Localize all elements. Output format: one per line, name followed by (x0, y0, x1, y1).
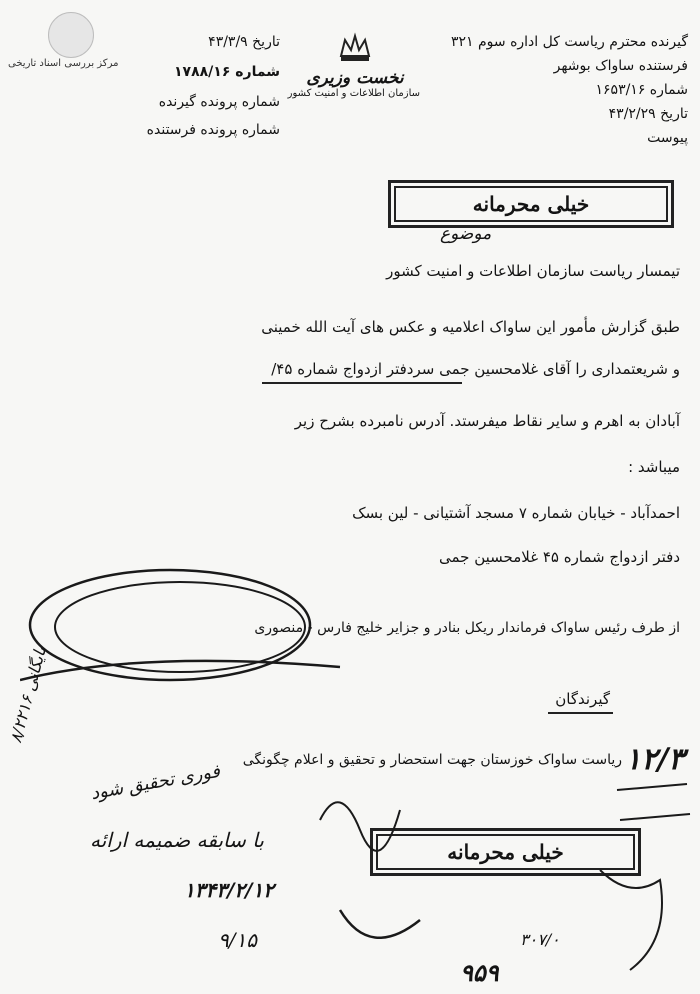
handwritten-strokes (300, 760, 690, 990)
body-line-2: و شریعتمداری را آقای غلامحسین جمی سردفتر ازدواج شماره ۴۵/ (271, 360, 680, 378)
addressee: تیمسار ریاست سازمان اطلاعات و امنیت کشور (386, 262, 680, 280)
stamp-top-text: خیلی محرمانه (394, 186, 668, 222)
hand-mid: ۹/۱۵ (218, 928, 257, 952)
header-recipient: گیرنده محترم ریاست کل اداره سوم ۳۲۱ (450, 34, 688, 50)
emblem-title: نخست وزیری (306, 68, 404, 88)
header-right-block (438, 34, 688, 154)
hand-note-attach: با سابقه ضمیمه ارائه (90, 828, 264, 852)
body-line-3: آبادان به اهرم و سایر نقاط میفرستد. آدرس نامبرده بشرح زیر (294, 412, 680, 430)
classification-stamp-top (388, 180, 674, 228)
header-attachment: پیوست (647, 130, 688, 146)
header-left-recipient-file: شماره پرونده گیرنده (158, 94, 280, 110)
stamp-bottom-text: خیلی محرمانه (376, 834, 635, 870)
underline-name (262, 382, 462, 384)
body-line-1: طبق گزارش مأمور این ساواک اعلامیه و عکس های آیت الله خمینی (261, 318, 680, 336)
address-line: احمدآباد - خیابان شماره ۷ مسجد آشتیانی - لین بسک (352, 504, 680, 522)
hand-margin-number: ۳۰۷/۰ (520, 930, 560, 949)
header-left-date: تاریخ ۴۳/۳/۹ (208, 34, 280, 50)
subject-label: موضوع (440, 224, 492, 244)
hand-left-side: بایگانی ۸/۲۲۱۶ (6, 644, 50, 745)
crown-emblem-icon (335, 30, 375, 64)
recipients-title: گیرندگان (555, 690, 610, 708)
hand-side-right: ۱۲/۳ (625, 742, 685, 777)
header-date: تاریخ ۴۳/۲/۲۹ (608, 106, 688, 122)
header-left-number: شماره ۱۷۸۸/۱۶ (174, 64, 280, 80)
header-left-sender-file: شماره پرونده فرستنده (146, 122, 280, 138)
header-emblem (287, 30, 420, 99)
body-line-4: میباشد : (628, 458, 680, 476)
watermark-text: مرکز بررسی اسناد تاریخی (8, 58, 119, 69)
header-sender: فرستنده ساواک بوشهر (553, 58, 688, 74)
office-line: دفتر ازدواج شماره ۴۵ غلامحسین جمی (438, 548, 680, 566)
header-number: شماره ۱۶۵۳/۱۶ (595, 82, 688, 98)
page-number: ۹۵۹ (460, 958, 499, 987)
hand-date: ۱۳۴۳/۲/۱۲ (184, 878, 274, 902)
header-left-block (20, 34, 280, 150)
recipients-line: ریاست ساواک خوزستان جهت استحضار و تحقیق و اعلام چگونگی (242, 752, 622, 768)
recipients-underline (548, 712, 613, 714)
signatory-line: از طرف رئیس ساواک فرماندار ریکل بنادر و جزایر خلیج فارس - منصوری (254, 620, 680, 636)
hand-note-urgent: فوری تحقیق شود (89, 760, 222, 805)
emblem-subtitle: سازمان اطلاعات و امنیت کشور (287, 88, 420, 99)
